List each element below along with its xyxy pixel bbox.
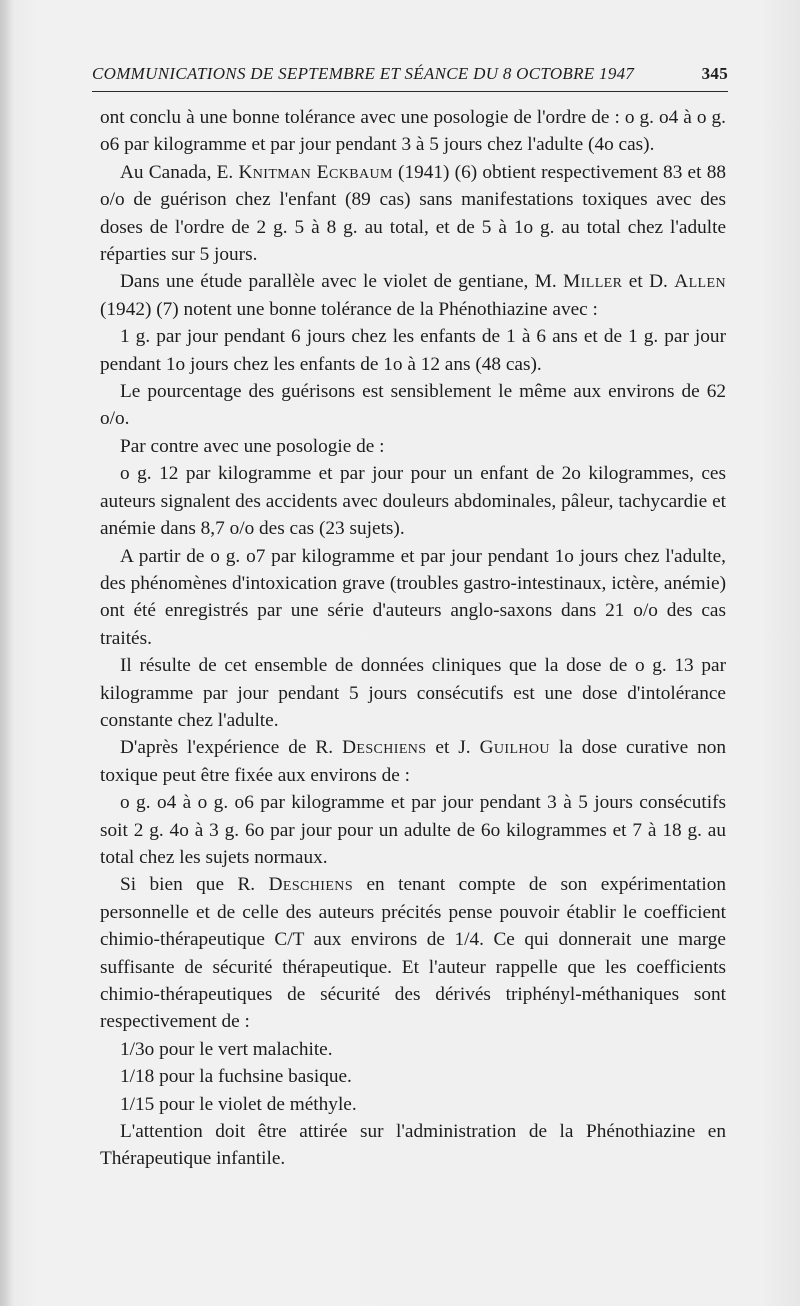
author-name: Knitman Eckbaum — [238, 161, 393, 183]
header-rule — [92, 91, 728, 92]
author-name: Miller — [563, 271, 623, 293]
list-item: 1/15 pour le violet de méthyle. — [120, 1093, 357, 1115]
paragraph: D'après l'expérience de R. Deschiens et J. Guilhou la dose curative non toxique peut être fixée aux environs de : — [100, 737, 726, 786]
paragraph: Il résulte de cet ensemble de données cliniques que la dose de o g. 13 par kilogramme par jour pendant 5 jours consécutifs est une dose d'intolérance constante chez l'adulte. — [100, 655, 726, 731]
binding-shadow — [0, 0, 14, 1306]
paragraph: 1 g. par jour pendant 6 jours chez les enfants de 1 à 6 ans et de 1 g. par jour pendant 1o jours chez les enfants de 1o à 12 ans (48 cas). — [100, 326, 726, 375]
author-name: Deschiens — [342, 737, 427, 759]
author-name: Guilhou — [479, 737, 550, 759]
page-number: 345 — [701, 64, 728, 83]
paragraph: Le pourcentage des guérisons est sensiblement le même aux environs de 62 o/o. — [100, 381, 726, 430]
paragraph: Si bien que R. Deschiens en tenant compte de son expérimentation personnelle et de celle des auteurs précités pense pouvoir établir le coefficient chimio-thérapeutique C/T aux environs de 1/4. Ce qui donnerait une marge suffisante de sécurité thérapeutique. Et l'auteur rappelle que les coefficients chimio-thérapeutiques de sécurité des dérivés triphényl-méthaniques sont respectivement de : — [100, 874, 726, 1033]
running-header — [92, 64, 728, 84]
author-name: Allen — [674, 271, 726, 293]
paragraph: Dans une étude parallèle avec le violet de gentiane, M. Miller et D. Allen (1942) (7) notent une bonne tolérance de la Phénothiazine avec : — [100, 271, 726, 320]
paragraph: Au Canada, E. Knitman Eckbaum (1941) (6) obtient respectivement 83 et 88 o/o de guérison chez l'enfant (89 cas) sans manifestations toxiques avec des doses de l'ordre de 2 g. 5 à 8 g. au total, et de 5 à 1o g. au total chez l'adulte réparties sur 5 jours. — [100, 161, 726, 266]
paragraph: ont conclu à une bonne tolérance avec une posologie de l'ordre de : o g. o4 à o g. o6 par kilogramme et par jour pendant 3 à 5 jours chez l'adulte (4o cas). — [100, 107, 726, 156]
paragraph: Par contre avec une posologie de : — [120, 435, 385, 457]
paragraph: o g. o4 à o g. o6 par kilogramme et par jour pendant 3 à 5 jours consécutifs soit 2 g. 4o à 3 g. 6o par jour pour un adulte de 6o kilogrammes et 7 à 18 g. au total chez les sujets normaux. — [100, 792, 726, 868]
body-text — [100, 104, 726, 1173]
paragraph: o g. 12 par kilogramme et par jour pour un enfant de 2o kilogrammes, ces auteurs signalent des accidents avec douleurs abdominales, pâleur, tachycardie et anémie dans 8,7 o/o des cas (23 sujets). — [100, 463, 726, 540]
list-item: 1/18 pour la fuchsine basique. — [120, 1066, 352, 1088]
paragraph: L'attention doit être attirée sur l'administration de la Phénothiazine en Thérapeutique infantile. — [100, 1121, 726, 1170]
paragraph: A partir de o g. o7 par kilogramme et par jour pendant 1o jours chez l'adulte, des phénomènes d'intoxication grave (troubles gastro-intestinaux, ictère, anémie) ont été enregistrés par une série d'auteurs anglo-saxons dans 21 o/o des cas traités. — [100, 545, 726, 649]
list-item: 1/3o pour le vert malachite. — [120, 1038, 333, 1060]
running-title: COMMUNICATIONS DE SEPTEMBRE ET SÉANCE DU 8 OCTOBRE 1947 — [92, 64, 635, 83]
author-name: Deschiens — [268, 874, 353, 896]
